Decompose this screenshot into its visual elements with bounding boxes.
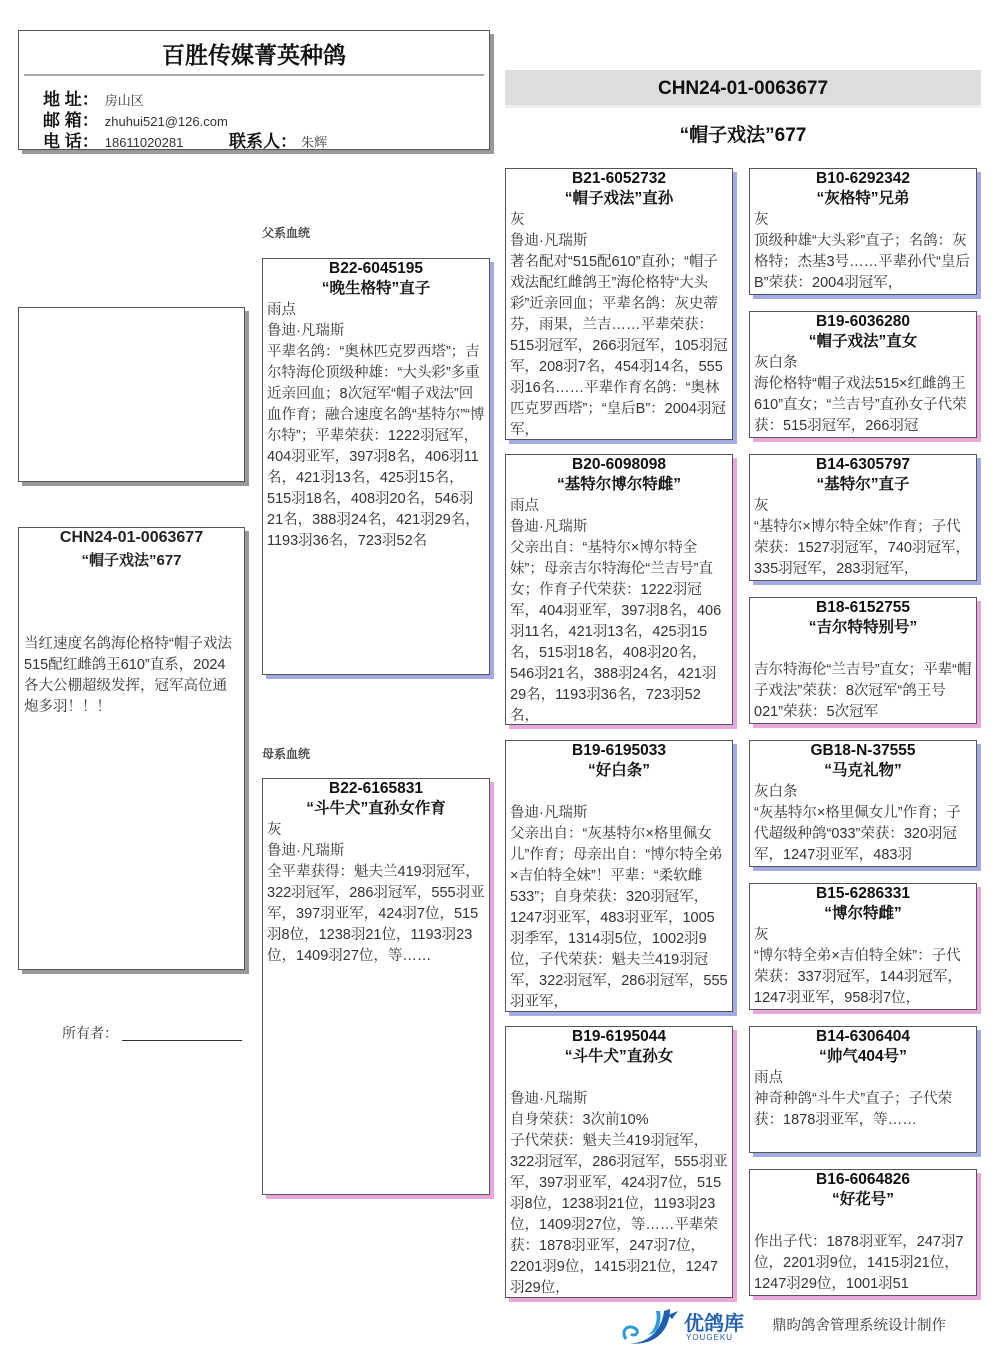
strain: 鲁迪·凡瑞斯 [510,519,588,535]
dam-line-label: 母系血统 [262,747,311,761]
owner-label: 所有者： [62,1025,118,1041]
description: 神奇种鸽“斗牛犬”直子；子代荣获：1878羽亚军，等…… [754,1091,953,1128]
strain: 鲁迪·凡瑞斯 [510,233,588,249]
strain: 鲁迪·凡瑞斯 [267,843,345,859]
pigeon-name: “好花号” [831,1191,894,1208]
description: 著名配对“515配610”直孙；“帽子戏法配红雌鸽王”海伦格特“大头彩”近亲回血；平辈名鸽：灰史蒂芬，雨果，兰吉……平辈荣获：515羽冠军，266羽冠军，105羽冠军，208羽7名，454羽14名，555羽16名……平辈作育名鸽：“奥林匹克罗西塔”；“皇后B”：2004羽冠军， [510,254,728,438]
ring-number: B20-6098098 [572,456,666,473]
email-label: 邮 箱： [43,111,99,130]
plumage-color: 灰 [267,822,282,838]
ring-number: B18-6152755 [816,599,910,616]
pedigree-card-ddd [749,1169,977,1296]
pedigree-card-dam [262,778,490,1195]
pedigree-card-ds [505,740,733,1012]
pigeon-photo-placeholder [18,307,245,482]
loft-title: 百胜传媒菁英种鸽 [162,42,346,68]
sire-line-label: 父系血统 [262,226,311,240]
ring-number: B15-6286331 [816,885,910,902]
ring-number: B16-6064826 [816,1171,910,1188]
ring-number: B19-6195044 [572,1028,666,1045]
ring-number: B19-6036280 [816,313,910,330]
description: “灰基特尔×格里佩女儿”作育；子代超级种鸽“033”荣获：320羽冠军，1247羽亚军，483羽 [754,805,961,863]
pedigree-card-dss [749,740,977,867]
pedigree-card-sss [749,168,977,295]
description: 作出子代：1878羽亚军，247羽7位，2201羽9位，1415羽21位，1247羽29位，1001羽51 [754,1234,964,1292]
description: 自身荣获：3次前10% 子代荣获：魁夫兰419羽冠军，322羽冠军，286羽冠军，555羽亚军，397羽亚军，424羽7位，515羽8位，1238羽21位，1193羽23位，1409羽27位，等……平辈荣获：1878羽亚军，247羽7位，2201羽9位，1415羽21位，1247羽29位， [510,1112,728,1296]
pedigree-card-sd [505,454,733,725]
ring-number: B14-6306404 [816,1028,910,1045]
plumage-color: 灰 [754,927,769,943]
pedigree-card-sire [262,258,490,675]
plumage-color: 灰 [754,212,769,228]
logo-text-en: YOUGEKU [686,1333,734,1342]
contact-label: 联系人： [229,132,297,151]
pigeon-name: “帅气404号” [819,1048,907,1065]
strain: 鲁迪·凡瑞斯 [510,805,588,821]
plumage-color: 雨点 [754,1070,783,1086]
pigeon-name: “斗牛犬”直孙女 [564,1048,674,1065]
pigeon-name: “好白条” [587,762,650,779]
swirl-logo-icon [618,1305,680,1347]
logo-text-cn: 优鸽库 [684,1313,744,1335]
ring-number: B19-6195033 [572,742,666,759]
pedigree-card-dsd [749,883,977,1010]
ring-number: B22-6045195 [329,260,423,277]
address-value: 房山区 [104,93,144,108]
pedigree-card-sds [749,454,977,581]
pigeon-name: “晚生格特”直子 [321,280,431,297]
pedigree-card-dds [749,1026,977,1153]
description: 平辈名鸽：“奥林匹克罗西塔”；吉尔特海伦顶级种雄：“大头彩”多重近亲回血；8次冠军“帽子戏法”回血作育；融合速度名鸽“基特尔”“博尔特”；平辈荣获：1222羽冠军，404羽亚军，397羽8名，406羽11名，421羽13名，425羽15名，515羽18名，408羽20名，546羽21名，388羽24名，421羽29名，1193羽36名，723羽52名 [267,344,485,549]
plumage-color: 灰 [754,498,769,514]
description: 父亲出自：“灰基特尔×格里佩女儿”作育；母亲出自：“博尔特全弟×吉伯特全妹”！平辈：“柔软雌533”；自身荣获：320羽冠军，1247羽亚军，483羽亚军，1005羽季军，1314羽5位，1002羽9位，子代荣获：魁夫兰419羽冠军，322羽冠军，286羽冠军，555羽亚军， [510,826,728,1010]
contact-row [229,127,327,152]
pigeon-name-heading: “帽子戏法”677 [679,125,807,146]
yougeku-logo [618,1305,768,1347]
phone-value: 18611020281 [104,135,184,150]
plumage-color: 灰白条 [754,355,798,371]
subject-description: 当红速度名鸽海伦格特“帽子戏法515配红雌鸽王610”直系，2024各大公棚超级发挥，冠军高位通炮多羽！！！ [24,636,232,715]
pigeon-name: “灰格特”兄弟 [816,190,910,207]
plumage-color [510,782,728,803]
owner-signature-line [122,1040,242,1041]
plumage-color: 雨点 [510,498,539,514]
description: 父亲出自：“基特尔×博尔特全妹”；母亲吉尔特海伦“兰吉号”直女；作育子代荣获：1222羽冠军，404羽亚军，397羽8名，406羽11名，421羽13名，425羽15名，515羽18名，408羽20名，546羽21名，388羽24名，421羽29名，1193羽36名，723羽52名， [510,540,722,724]
strain: 鲁迪·凡瑞斯 [267,323,345,339]
pigeon-name: “博尔特雌” [824,905,902,922]
description: “博尔特全弟×吉伯特全妹”：子代荣获：337羽冠军，144羽冠军，1247羽亚军，958羽7位， [754,948,962,1006]
pedigree-card-ssd [749,311,977,438]
plumage-color [510,1068,728,1089]
pigeon-name: “斗牛犬”直孙女作育 [306,800,446,817]
pigeon-name: “基特尔博尔特雌” [556,476,681,493]
description: 顶级种雄“大头彩”直子；名鸽：灰格特；杰基3号……平辈孙代“皇后B”荣获：2004羽冠军， [754,233,970,291]
subject-ring: CHN24-01-0063677 [59,529,204,546]
divider [24,74,484,76]
description: 海伦格特“帽子戏法515×红雌鸽王610”直女；“兰吉号”直孙女子代荣获：515羽冠军，266羽冠 [754,376,967,434]
plumage-color [754,1211,972,1232]
plumage-color: 雨点 [267,302,296,318]
description: 吉尔特海伦“兰吉号”直女；平辈“帽子戏法”荣获：8次冠军“鸽王号021”荣获：5次冠军 [754,662,972,720]
phone-row [43,127,183,152]
phone-label: 电 话： [43,132,99,151]
pigeon-name: “马克礼物” [824,762,902,779]
contact-value: 朱辉 [301,135,328,150]
ring-number: GB18-N-37555 [810,742,916,759]
pedigree-card-dd [505,1026,733,1298]
pedigree-card-sdd [749,597,977,724]
footer-credit: 鼎昀鸽舍管理系统设计制作 [772,1318,946,1334]
subject-name: “帽子戏法”677 [81,552,182,569]
pigeon-name: “基特尔”直子 [816,476,910,493]
pedigree-card-ss [505,168,733,440]
ring-number: B14-6305797 [816,456,910,473]
subject-pigeon-card [18,527,245,970]
pigeon-name: “帽子戏法”直孙 [564,190,674,207]
address-label: 地 址： [43,90,99,109]
loft-header [18,30,490,150]
plumage-color [754,639,972,660]
ring-number: B21-6052732 [572,170,666,187]
ring-number: B22-6165831 [329,780,423,797]
ring-number-banner: CHN24-01-0063677 [505,70,981,108]
email-value: zhuhui521@126.com [104,114,228,129]
ring-number: B10-6292342 [816,170,910,187]
strain: 鲁迪·凡瑞斯 [510,1091,588,1107]
plumage-color: 灰 [510,212,525,228]
description: 全平辈获得：魁夫兰419羽冠军，322羽冠军，286羽冠军，555羽亚军，397羽亚军，424羽7位，515羽8位，1238羽21位，1193羽23位，1409羽27位，等…… [267,864,485,964]
pigeon-name: “吉尔特特别号” [808,619,918,636]
plumage-color: 灰白条 [754,784,798,800]
description: “基特尔×博尔特全妹”作育；子代荣获：1527羽冠军，740羽冠军，335羽冠军，283羽冠军， [754,519,970,577]
pigeon-name: “帽子戏法”直女 [808,333,918,350]
